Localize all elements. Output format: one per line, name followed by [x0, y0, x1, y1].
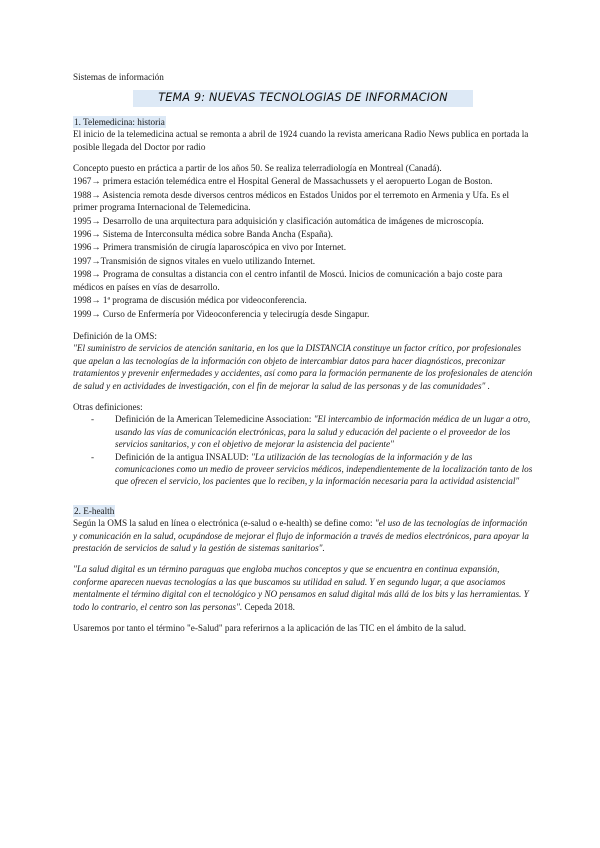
ehealth-quote: "el uso de las tecnologías de información y comunicación en la salud, ocupándose de mejorar el flujo de información a través de medios electrónicos, para apoyar la prestación de servicios de salud y la gestión de sistemas sanitarios".	[73, 518, 529, 553]
timeline-item: 1995→ Desarrollo de una arquitectura para adquisición y clasificación automática de imágenes de microscopía.	[73, 215, 484, 226]
definition-quote: "La utilización de las tecnologías de la información y de las comunicaciones como un medio de proveer servicios médicos, independientemente de la localización tanto de los que ofrecen el servicio, los pacientes que lo reciben, y la información necesaria para la actividad asistencial"	[115, 451, 533, 487]
definition-lead: Definición de la American Telemedicine Association:	[115, 414, 314, 425]
citation: Cepeda 2018.	[242, 601, 295, 612]
section-heading-ehealth: 2. E-health	[74, 505, 115, 516]
oms-definition-label: Definición de la OMS:	[73, 330, 157, 341]
page-title: TEMA 9: NUEVAS TECNOLOGIAS DE INFORMACION	[133, 90, 473, 106]
other-definitions-list	[73, 413, 533, 487]
timeline-item: 1967→ primera estación telemédica entre el Hospital General de Massachussets y el aeropuerto Logan de Boston.	[73, 176, 493, 187]
ehealth-lead: Según la OMS la salud en línea o electrónica (e-salud o e-health) se define como:	[73, 518, 375, 529]
timeline-item: 1988→ Asistencia remota desde diversos centros médicos en Estados Unidos por el terremoto en Armenia y Ufa. Es el primer programa Internacional de Telemedicina.	[73, 189, 510, 213]
timeline-item: 1997→Transmisión de signos vitales en vuelo utilizando Internet.	[73, 255, 316, 266]
digital-health-quote: "La salud digital es un término paraguas que engloba muchos conceptos y que se encuentra en continua expansión, conforme aparecen nuevas tecnologías a las que buscamos su utilidad en salud. Y en segundo lugar, a que asociamos mentalmente el término digital con el tecnológico y NO pensamos en salud digital más allá de los bits y las herramientas. Y todo lo contrario, el centro son las personas".	[73, 564, 529, 612]
ehealth-paragraph-2	[73, 563, 533, 613]
oms-definition-text: "El suministro de servicios de atención sanitaria, en los que la DISTANCIA constituye un factor crítico, por profesionales que apelan a las tecnologías de la información con objeto de intercambiar datos para hacer diagnósticos, preconizar tratamientos y prevenir enfermedades y accidentes, así como para la formación permanente de los profesionales de atención de salud y en actividades de investigación, con el fin de mejorar la salud de las personas y de las comunidades" .	[73, 343, 533, 391]
intro-paragraph: El inicio de la telemedicina actual se remonta a abril de 1924 cuando la revista americana Radio News publica en portada la posible llegada del Doctor por radio	[73, 129, 529, 152]
timeline-list	[73, 162, 533, 320]
definition-lead: Definición de la antigua INSALUD:	[115, 451, 251, 462]
section-heading-telemedicina: 1. Telemedicina: historia	[74, 116, 165, 127]
timeline-item: 1999→ Curso de Enfermería por Videoconferencia y telecirugía desde Singapur.	[73, 308, 370, 319]
other-definitions-label: Otras definiciones:	[73, 401, 143, 412]
timeline-item: 1998→ 1ª programa de discusión médica por videoconferencia.	[73, 295, 307, 306]
definition-item-insalud	[91, 451, 533, 488]
definition-item-ata	[91, 413, 533, 450]
timeline-item: 1996→ Primera transmisión de cirugía laparoscópica en vivo por Internet.	[73, 242, 346, 253]
timeline-item: 1998→ Programa de consultas a distancia con el centro infantil de Moscú. Inicios de comunicación a bajo coste para médicos en países en vías de desarrollo.	[73, 269, 503, 292]
document-header: Sistemas de información	[73, 72, 164, 82]
ehealth-paragraph-3: Usaremos por tanto el término "e-Salud" para referirnos a la aplicación de las TIC en el ámbito de la salud.	[73, 623, 467, 634]
definition-quote: "El intercambio de información médica de un lugar a otro, usando las vías de comunicación electrónicas, para la salud y educación del paciente o el proveedor de los servicios sanitarios, y con el objetivo de mejorar la asistencia del paciente"	[115, 414, 531, 450]
timeline-item: 1996→ Sistema de Interconsulta médica sobre Banda Ancha (España).	[73, 229, 333, 240]
ehealth-paragraph-1	[73, 517, 533, 554]
document-page	[73, 71, 533, 634]
timeline-item: Concepto puesto en práctica a partir de los años 50. Se realiza telerradiología en Montreal (Canadá).	[73, 163, 442, 174]
